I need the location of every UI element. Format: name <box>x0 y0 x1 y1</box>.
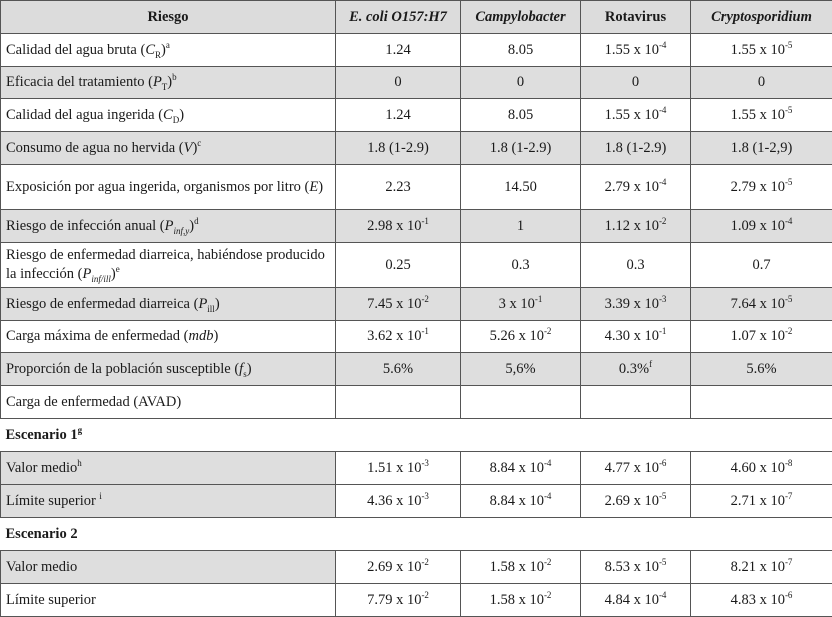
section-title: Escenario 1$^g$ <box>1 419 832 452</box>
row-label: Calidad del agua bruta $(C_R)^a$ <box>1 34 336 67</box>
row-label: Riesgo de infección anual $(P_{inf,y})^d$ <box>1 210 336 243</box>
cell-campylobacter: 14.50 <box>461 165 581 210</box>
cell-rotavirus: 0.3%$^f$ <box>581 353 691 386</box>
cell-cryptosporidium: 4.83 x $10^{-6}$ <box>691 584 832 617</box>
cell-campylobacter <box>461 386 581 419</box>
cell-rotavirus: 0.3 <box>581 243 691 288</box>
cell-ecoli: 1.8 (1-2.9) <box>336 132 461 165</box>
cell-cryptosporidium: 7.64 x $10^{-5}$ <box>691 288 832 321</box>
cell-rotavirus: 1.12 x $10^{-2}$ <box>581 210 691 243</box>
cell-ecoli: 0 <box>336 67 461 99</box>
header-rotavirus: Rotavirus <box>581 1 691 34</box>
row-label: Riesgo de enfermedad diarreica $(P_{ill})$ <box>1 288 336 321</box>
table-row <box>1 165 832 210</box>
table-row <box>1 551 832 584</box>
cell-campylobacter: 8.05 <box>461 34 581 67</box>
cell-campylobacter: 0 <box>461 67 581 99</box>
cell-cryptosporidium: 2.71 x $10^{-7}$ <box>691 485 832 518</box>
cell-cryptosporidium: 5.6% <box>691 353 832 386</box>
cell-campylobacter: 1 <box>461 210 581 243</box>
cell-ecoli: 1.24 <box>336 99 461 132</box>
cell-rotavirus: 8.53 x $10^{-5}$ <box>581 551 691 584</box>
cell-ecoli: 3.62 x $10^{-1}$ <box>336 321 461 353</box>
row-label: Exposición por agua ingerida, organismos por litro (E) <box>1 165 336 210</box>
cell-campylobacter: 5.26 x $10^{-2}$ <box>461 321 581 353</box>
cell-campylobacter: 5,6% <box>461 353 581 386</box>
cell-ecoli: 4.36 x $10^{-3}$ <box>336 485 461 518</box>
row-label: Límite superior $^i$ <box>1 485 336 518</box>
cell-rotavirus: 1.55 x $10^{-4}$ <box>581 99 691 132</box>
cell-rotavirus: 4.77 x $10^{-6}$ <box>581 452 691 485</box>
cell-ecoli: 2.23 <box>336 165 461 210</box>
cell-cryptosporidium: 1.09 x $10^{-4}$ <box>691 210 832 243</box>
header-campylobacter: Campylobacter <box>461 1 581 34</box>
cell-campylobacter: 8.05 <box>461 99 581 132</box>
cell-campylobacter: 8.84 x $10^{-4}$ <box>461 452 581 485</box>
row-label: Carga de enfermedad (AVAD) <box>1 386 336 419</box>
row-label: Riesgo de enfermedad diarreica, habiéndose producido la infección $(P_{inf/ill})^e$ <box>1 243 336 288</box>
table-row <box>1 243 832 288</box>
cell-ecoli: 0.25 <box>336 243 461 288</box>
cell-rotavirus: 2.79 x $10^{-4}$ <box>581 165 691 210</box>
table-row <box>1 288 832 321</box>
table-row <box>1 321 832 353</box>
cell-cryptosporidium: 0 <box>691 67 832 99</box>
row-label: Calidad del agua ingerida $(C_D)$ <box>1 99 336 132</box>
cell-rotavirus: 0 <box>581 67 691 99</box>
table-row <box>1 99 832 132</box>
cell-rotavirus: 1.8 (1-2.9) <box>581 132 691 165</box>
row-label: Consumo de agua no hervida $(V)^c$ <box>1 132 336 165</box>
section-row <box>1 419 832 452</box>
cell-ecoli <box>336 386 461 419</box>
cell-rotavirus: 2.69 x $10^{-5}$ <box>581 485 691 518</box>
cell-cryptosporidium: 2.79 x $10^{-5}$ <box>691 165 832 210</box>
cell-cryptosporidium <box>691 386 832 419</box>
cell-rotavirus: 4.30 x $10^{-1}$ <box>581 321 691 353</box>
cell-rotavirus: 4.84 x $10^{-4}$ <box>581 584 691 617</box>
cell-rotavirus: 1.55 x $10^{-4}$ <box>581 34 691 67</box>
header-cryptosporidium: Cryptosporidium <box>691 1 832 34</box>
table-row <box>1 210 832 243</box>
cell-cryptosporidium: 8.21 x $10^{-7}$ <box>691 551 832 584</box>
table-row <box>1 132 832 165</box>
table-row <box>1 353 832 386</box>
table-row <box>1 386 832 419</box>
cell-campylobacter: 3 x $10^{-1}$ <box>461 288 581 321</box>
cell-cryptosporidium: 0.7 <box>691 243 832 288</box>
cell-campylobacter: 0.3 <box>461 243 581 288</box>
row-label: Valor medio <box>1 551 336 584</box>
cell-ecoli: 5.6% <box>336 353 461 386</box>
table-row <box>1 452 832 485</box>
row-label: Proporción de la población susceptible $(f_s)$ <box>1 353 336 386</box>
cell-campylobacter: 1.58 x $10^{-2}$ <box>461 584 581 617</box>
row-label: Límite superior <box>1 584 336 617</box>
cell-ecoli: 2.98 x $10^{-1}$ <box>336 210 461 243</box>
cell-ecoli: 1.51 x $10^{-3}$ <box>336 452 461 485</box>
row-label: Eficacia del tratamiento $(P_T)^b$ <box>1 67 336 99</box>
table-row <box>1 485 832 518</box>
cell-ecoli: 7.45 x $10^{-2}$ <box>336 288 461 321</box>
cell-cryptosporidium: 1.8 (1-2,9) <box>691 132 832 165</box>
cell-cryptosporidium: 1.55 x $10^{-5}$ <box>691 99 832 132</box>
cell-ecoli: 1.24 <box>336 34 461 67</box>
row-label: Carga máxima de enfermedad (mdb) <box>1 321 336 353</box>
cell-rotavirus <box>581 386 691 419</box>
cell-cryptosporidium: 1.07 x $10^{-2}$ <box>691 321 832 353</box>
cell-campylobacter: 1.58 x $10^{-2}$ <box>461 551 581 584</box>
cell-rotavirus: 3.39 x $10^{-3}$ <box>581 288 691 321</box>
header-riesgo: Riesgo <box>1 1 336 34</box>
cell-cryptosporidium: 1.55 x $10^{-5}$ <box>691 34 832 67</box>
table-header-row <box>1 1 832 34</box>
table-row <box>1 34 832 67</box>
table-row <box>1 584 832 617</box>
cell-campylobacter: 8.84 x $10^{-4}$ <box>461 485 581 518</box>
row-label: Valor medio$^h$ <box>1 452 336 485</box>
cell-ecoli: 2.69 x $10^{-2}$ <box>336 551 461 584</box>
cell-cryptosporidium: 4.60 x $10^{-8}$ <box>691 452 832 485</box>
section-row <box>1 518 832 551</box>
cell-ecoli: 7.79 x $10^{-2}$ <box>336 584 461 617</box>
table-row <box>1 67 832 99</box>
section-title: Escenario 2 <box>1 518 832 551</box>
cell-campylobacter: 1.8 (1-2.9) <box>461 132 581 165</box>
header-ecoli: E. coli O157:H7 <box>336 1 461 34</box>
